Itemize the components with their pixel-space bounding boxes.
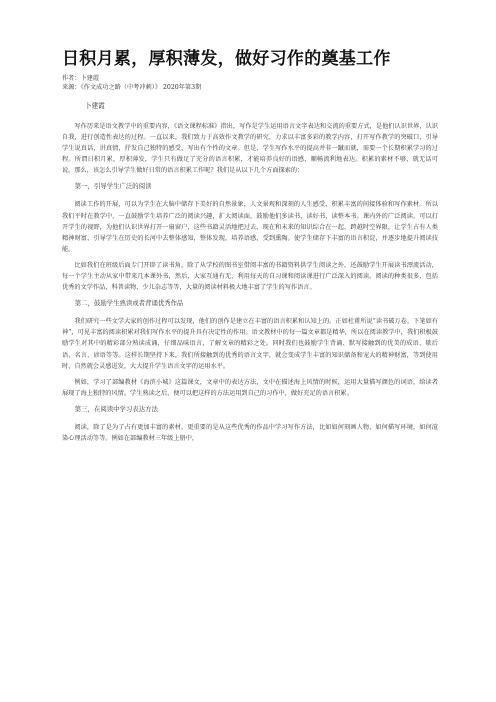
body-paragraph: 比如我们在班级后面专门开辟了读书角，除了从学校的图书室借阅丰富的书籍资料供学生阅读之外，还鼓励学生开展读书漂流活动，每一个学生主动从家中带来几本课外书，然后，大家互通有无，利用每天的自习课和阅读课进行广泛深入的阅读。阅读的种类很多，包括优秀的文学作品，科普读物，少儿杂志等等，大量的阅读材料极大地丰富了学生的写作语言。	[62, 261, 438, 292]
document-page	[62, 48, 438, 449]
section-heading: 第三，在阅读中学习表达方法	[74, 404, 158, 413]
source-meta: 来源：《作文成功之路（中考冲刺）》 2020年第3期	[62, 84, 202, 91]
section-heading: 第一，引导学生广泛的阅读	[74, 182, 152, 191]
body-paragraph: 阅读工作的开展，可以为学生在大脑中储存下美好的自然景象，人文景观和深刻的人生感受，积累丰富的间接体验和写作素材。所以我们平时在教学中，一直鼓励学生培养广泛的阅读兴趣，扩大阅读面，鼓励他们多读书，读好书，读整本书。课内外的广泛阅读，可以打开学生的视野，为他们认识世界打开一扇窗户，这些书籍灵活地把过去、现在和未来的知识综合在一起，跨越时空界限，让学生占有人类精神财富，引导学生在历史的长河中去整体感知，整体发现，培养语感，受到熏陶。使学生储存下丰富的语言积淀，并逐步地提升阅读技能。	[62, 201, 438, 253]
body-paragraph: 写作历来是语文教学中的重要内容，《语文课程标准》指出，写作是学生运用语言文字表达和交流的重要方式，是他们认识世界，认识自我，进行创造性表达的过程。一直以来，我们致力于高效作文教学的研究，力求以丰富多彩的教学内容，打开写作教学的突破口，引导学生说真话，讲真情，抒发自己独特的感受，写出有个性的文章。但是，学生写作水平的提高并非一蹴而就，需要一个长期积累学习的过程。所谓日积月累，厚积薄发，学生只有做足了充分的语言积累，才能培养良好的语感，顺畅流利地表达。积累的素材不够，就无话可说。那么，该怎么引导学生做好日常的语言积累工作呢？我们是从以下几个方面探索的：	[62, 123, 438, 175]
author-name: 卜建霞	[85, 102, 105, 110]
body-paragraph: 我们研究一些文学大家的创作过程可以发现，他们的创作是建立在丰富的语言积累和认知上的。正如杜甫所说“读书破万卷，下笔如有神”，可见丰富的阅读积累对我们写作水平的提升具有决定性的作用。语文教材中的每一篇文章都是精华，所以在阅读教学中，我们积极鼓励学生对其中的精彩部分熟读成诵，仔细品味语言，了解文章的精彩之处。同时我们也鼓励学生背诵、默写接触到的优美的成语、歇后语、名言、谚语等等。这样长期坚持下来，我们所接触到的优秀的语言文字，就会变成学生丰富的知识储备和宠大的精神财富，等到使用时，自然就会灵感迸发，大大提升学生语言文字的运用水平。	[62, 318, 438, 370]
author-meta: 作者：卜建霞	[62, 75, 100, 82]
body-paragraph: 阅读，除了是为了占有更加丰富的素材，更重要的是从这些优秀的作品中学习写作方法，比如如何刻画人物，如何描写环境，如何渲染心理活动等等。例如在部编教材三年级上册中，	[62, 423, 438, 442]
article-title: 日积月累，厚积薄发，做好习作的奠基工作	[62, 49, 391, 69]
section-heading: 第二，鼓励学生熟读或者背诵优秀作品	[74, 299, 184, 308]
body-paragraph: 例如，学习了部编教材《海滨小城》这篇课文，文章中的表达方法，文中在描述海上风情的时候，运用大量描写颜色的词语，给读者展现了海上独特的风情。学生熟读之后，便可以把这样的方法运用到自己的习作中，做好充足的语言积累。	[62, 378, 438, 397]
